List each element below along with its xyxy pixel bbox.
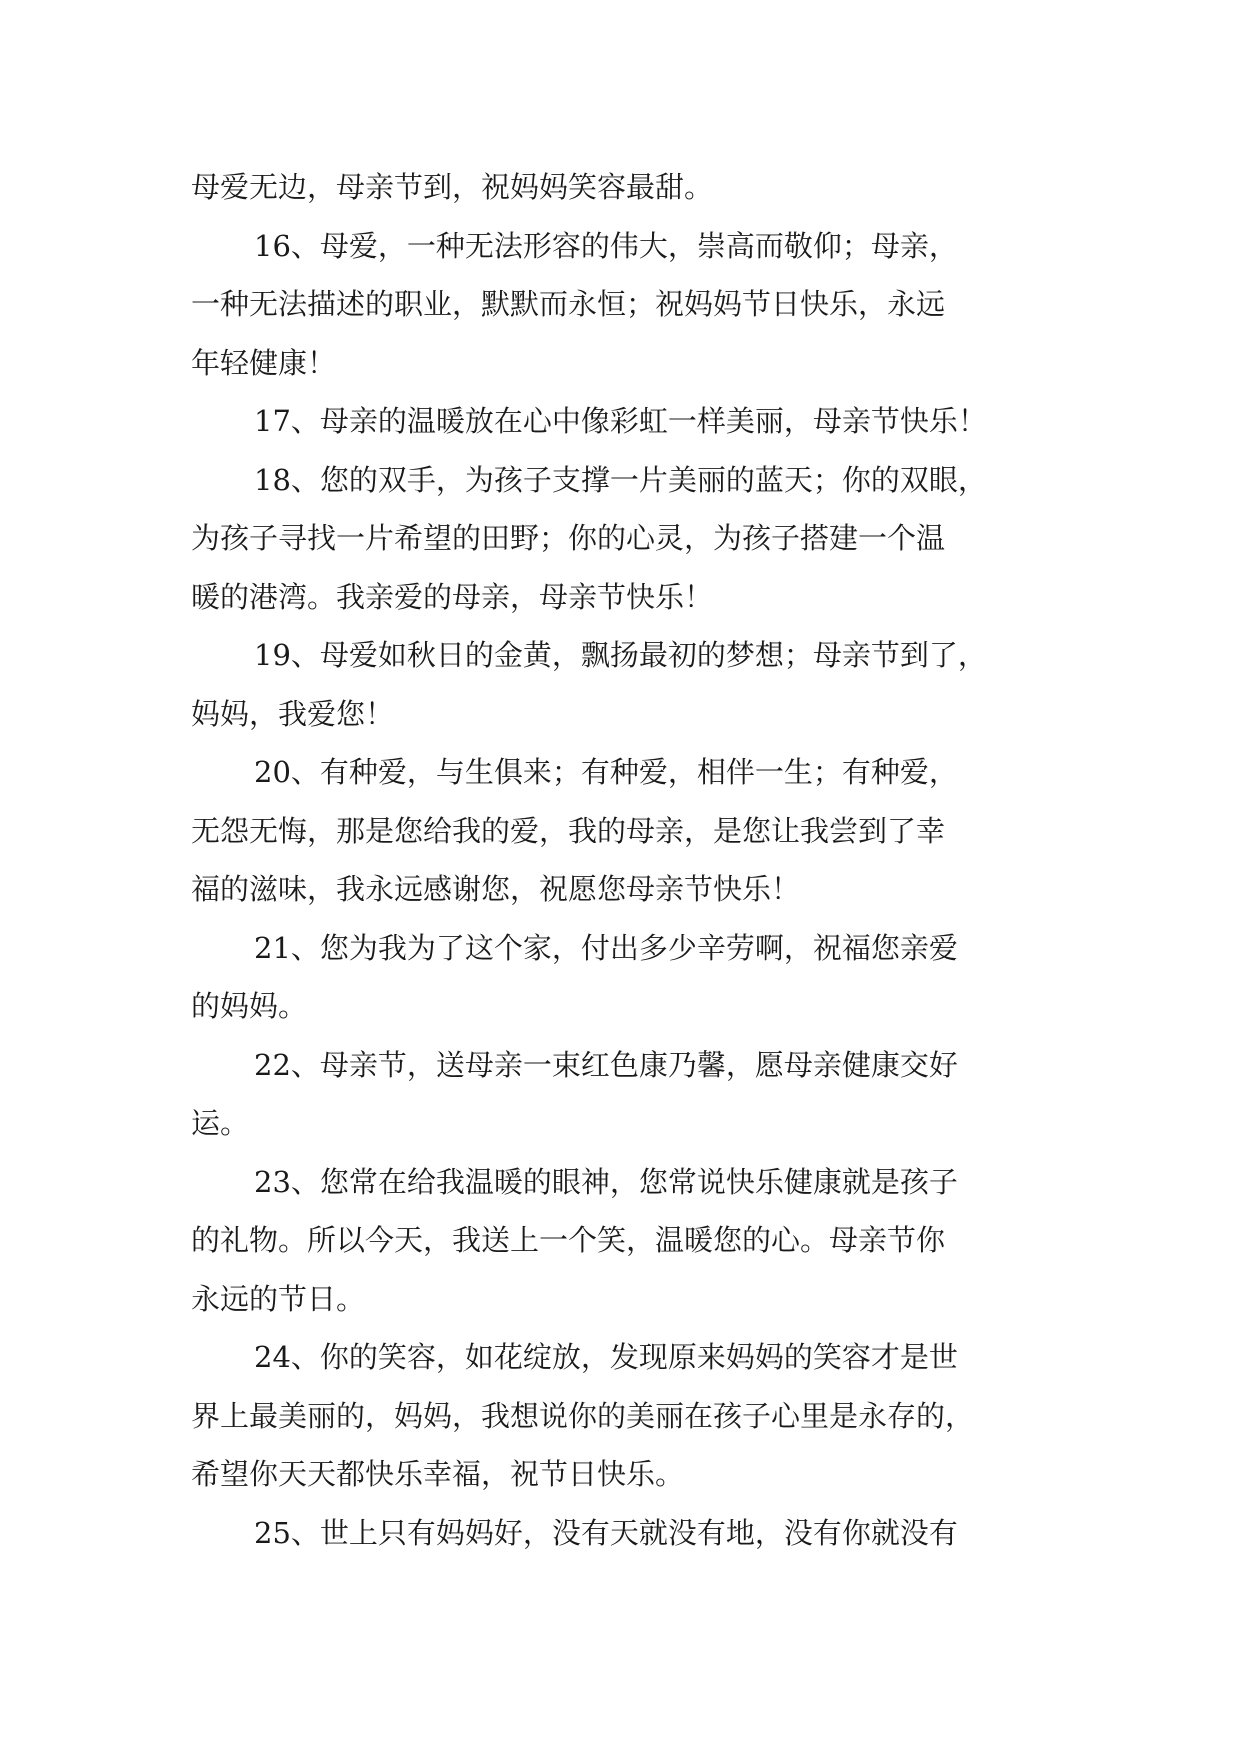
text-line: 为孩子寻找一片希望的田野；你的心灵，为孩子搭建一个温 bbox=[191, 521, 946, 555]
text-line: 福的滋味，我永远感谢您，祝愿您母亲节快乐！ bbox=[191, 872, 801, 906]
text-line: 18、您的双手，为孩子支撑一片美丽的蓝天；你的双眼， bbox=[254, 462, 987, 497]
text-line: 母爱无边，母亲节到，祝妈妈笑容最甜。 bbox=[191, 170, 714, 204]
text-line: 永远的节日。 bbox=[191, 1281, 366, 1316]
text-line: 21、您为我为了这个家，付出多少辛劳啊，祝福您亲爱 bbox=[254, 930, 958, 965]
text-line: 24、你的笑容，如花绽放，发现原来妈妈的笑容才是世 bbox=[254, 1340, 958, 1374]
text-line: 暖的港湾。我亲爱的母亲，母亲节快乐！ bbox=[191, 579, 714, 614]
text-line: 23、您常在给我温暖的眼神，您常说快乐健康就是孩子 bbox=[254, 1164, 958, 1199]
text-line: 17、母亲的温暖放在心中像彩虹一样美丽，母亲节快乐！ bbox=[254, 404, 987, 438]
text-line: 界上最美丽的，妈妈，我想说你的美丽在孩子心里是永存的， bbox=[191, 1398, 975, 1433]
text-line: 希望你天天都快乐幸福，祝节日快乐。 bbox=[191, 1457, 685, 1491]
text-line: 一种无法描述的职业，默默而永恒；祝妈妈节日快乐，永远 bbox=[191, 287, 946, 321]
text-line: 22、母亲节，送母亲一束红色康乃馨，愿母亲健康交好 bbox=[254, 1047, 958, 1082]
text-line: 16、母爱，一种无法形容的伟大，崇高而敬仰；母亲， bbox=[254, 228, 958, 263]
text-line: 妈妈，我爱您！ bbox=[191, 696, 395, 731]
text-line: 运。 bbox=[191, 1106, 250, 1140]
text-line: 25、世上只有妈妈好，没有天就没有地，没有你就没有 bbox=[254, 1515, 958, 1550]
text-line: 年轻健康！ bbox=[191, 345, 337, 380]
text-line: 的礼物。所以今天，我送上一个笑，温暖您的心。母亲节你 bbox=[191, 1223, 946, 1257]
text-line: 19、母爱如秋日的金黄，飘扬最初的梦想；母亲节到了， bbox=[254, 638, 987, 672]
text-line: 20、有种爱，与生俱来；有种爱，相伴一生；有种爱， bbox=[254, 755, 958, 789]
text-line: 无怨无悔，那是您给我的爱，我的母亲，是您让我尝到了幸 bbox=[191, 813, 946, 848]
text-line: 的妈妈。 bbox=[191, 989, 308, 1023]
document-body bbox=[191, 158, 1059, 1562]
